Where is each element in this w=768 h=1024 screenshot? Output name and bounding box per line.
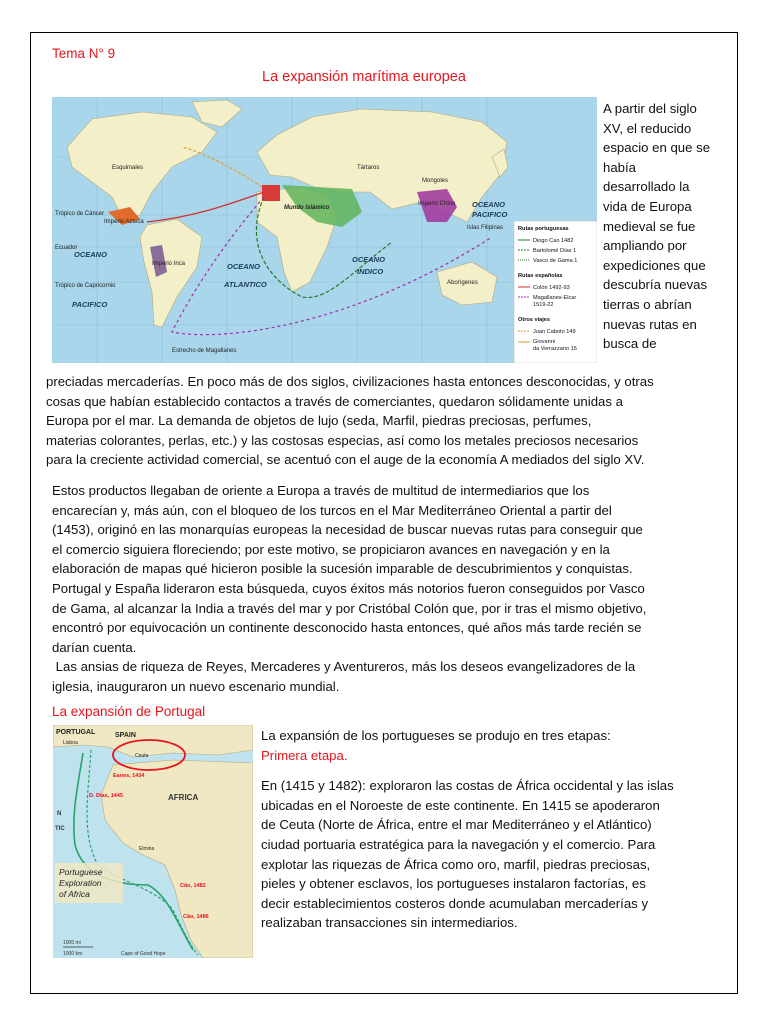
label-ecuador: Ecuador [55,245,78,251]
legend-vasco-gama: Vasco de Gama 1 [533,258,578,264]
intro-right-column [603,99,733,354]
label-n: N [57,811,62,817]
label-eanes: Eanes, 1434 [113,773,145,779]
portugal-line: de Ceuta (Norte de África, entre el mar Mediterráneo y el Atlántico) [261,817,652,833]
paragraph-line: Las ansias de riqueza de Reyes, Mercaderes y Aventureros, más los deseos evangelizadores de la [52,659,636,675]
portugal-line: realizaban transacciones sin intermediarios. [261,915,518,931]
label-aborigenes: Aborígenes [447,280,478,286]
portugal-line: En (1415 y 1482): exploraron las costas de África occidental y las islas [261,778,674,794]
legend-bartolome-dias: Bartolomé Días 1 [533,248,577,254]
portugal-line: explotar las riquezas de África como oro, marfil, piedras preciosas, [261,856,651,872]
label-esquimales: Esquimales [112,165,144,171]
paragraph-line: elaboración de mapas qué hicieron posible la sucesión imparable de descubrimientos y conquistas. [52,561,633,577]
label-elmina: Elmina [139,846,155,852]
label-cao-1482: Cão, 1482 [180,883,206,889]
label-oceano-pacifico-l2: PACIFICO [72,300,108,309]
label-ceuta: Ceuta [135,753,149,759]
section-title-portugal: La expansión de Portugal [52,704,206,719]
legend-giovanni: Giovanni [533,339,556,345]
label-mongoles: Mongoles [422,178,449,184]
intro-line: descubría nuevas [603,277,708,293]
legend-verrazzano: da Verrazzano 15 [533,346,577,352]
label-imperio-inca: Imperio Inca [152,261,186,267]
caption-line-3: of Africa [59,889,90,899]
intro-line: A partir del siglo [603,101,697,116]
page-title: La expansión marítima europea [262,69,466,85]
intro-line: ampliando por [603,238,687,254]
paragraph-line: encontró por equivocación un continente desconocido hasta entonces, qué años más tarde recién se [52,620,642,636]
map2-caption [55,863,123,903]
intro-line: nuevas rutas en [603,316,697,332]
legend-magallanes-year: 1519-22 [533,302,554,308]
intro-line: desarrollado la [603,179,690,195]
intro-line: XV, el reducido [603,120,692,136]
legend-rutas-espanolas: Rutas españolas [518,273,563,279]
map-legend [514,221,597,363]
legend-colon: Colón 1492-93 [533,285,570,291]
paragraph-line: Europa por el mar. La demanda de objetos de lujo (seda, Marfil, piedras preciosas, perfumes, [46,413,592,429]
label-oceano-indico-l1: OCEANO [352,255,385,264]
label-oceano-pacifico-r2: PACIFICO [472,210,508,219]
portugal-line: decir establecimientos costeros donde acumulaban mercaderías y [261,895,649,911]
intro-line: busca de [603,336,657,352]
world-exploration-map [52,97,597,363]
label-oceano-indico-l2: INDICO [357,267,384,276]
label-tic: TIC [55,826,65,832]
scale-km: 1000 km [63,951,83,957]
stage-title: Primera etapa. [261,747,348,763]
label-mundo-islamico: Mundo Islámico [284,205,330,211]
topic-number: Tema N° 9 [52,46,116,61]
label-oceano-atlantico-l1: OCEANO [227,262,260,271]
spacer [261,765,741,776]
intro-line: medieval se fue [603,218,696,234]
paragraph-line: de Gama, al alcanzar la India a través del mar y por Cristóbal Colón que, por ir tras el mismo objetivo, [52,600,647,616]
label-africa: AFRICA [168,793,199,802]
paragraph-line: cosas que habían establecido contactos a través de comerciantes, quedaron sólidamente unidas a [46,393,623,409]
label-spain: SPAIN [115,732,136,739]
legend-rutas-portuguesas: Rutas portuguesas [518,226,569,232]
paragraph-line: (1453), originó en las monarquías europeas la necesidad de buscar nuevas rutas para conseguir que [52,522,643,538]
intro-line: había [603,159,637,175]
caption-line-1: Portuguese [59,867,103,877]
scale-miles: 1000 mi [63,940,81,946]
label-imperio-azteca: Imperio Azteca [104,219,144,225]
paragraph-line: iglesia, inauguraron un nuevo escenario mundial. [52,678,340,694]
intro-line: expediciones que [603,257,706,273]
legend-diogo-cao: Diogo Cao 1482 [533,238,574,244]
label-oceano-atlantico-l2: ATLANTICO [224,280,267,289]
paragraph-line: materias colorantes, perlas, etc.) y las costosas especias, así como los metales preciosos necesarios [46,432,639,448]
paragraph-line: Estos productos llegaban de oriente a Europa a través de multitud de intermediarios que los [52,483,590,498]
portugal-section-body [261,726,741,933]
paragraph-causes [52,481,732,697]
label-estrecho: Estrecho de Magallanes [172,348,237,354]
africa-exploration-map [53,725,253,958]
portugal-intro: La expansión de los portugueses se produjo en tres etapas: [261,728,611,743]
legend-otros-viajes: Otros viajes [518,317,551,323]
paragraph-line: Portugal y España lideraron esta búsqueda, cuyos éxitos más notorios fueron conseguidos por Vasco [52,580,645,596]
label-dias: D. Dias, 1445 [89,793,123,799]
caption-line-2: Exploration [59,878,102,888]
label-filipinas: Islas Filipinas [467,225,504,231]
intro-line: vida de Europa [603,198,692,214]
label-lisboa: Lisboa [63,740,78,746]
intro-line: tierras o abrían [603,296,692,312]
label-tropico-capricornio: Trópico de Capricornio [55,283,116,289]
paragraph-line: el comercio siguiera floreciendo; por este motivo, se propiciaron avances en navegación y en la [52,541,610,557]
intro-line: espacio en que se [603,140,711,156]
label-cape-good-hope: Cape of Good Hope [121,951,166,957]
paragraph-line: preciadas mercaderías. En poco más de dos siglos, civilizaciones hasta entonces desconocidas, y otras [46,374,654,389]
label-imperio-chino: Imperio Chino [418,201,456,207]
paragraph-line: para la creciente actividad comercial, se acentuó con el auge de la economía A mediados del siglo XV. [46,452,645,468]
label-cao-1486: Cão, 1486 [183,914,209,920]
label-portugal: PORTUGAL [56,729,96,736]
paragraph-line: darían cuenta. [52,639,137,655]
legend-magallanes: Magallanes-Elcar [533,295,577,301]
legend-juan-caboto: Juan Caboto 149 [533,329,576,335]
portugal-line: ciudad portuaria estratégica para la navegación y el comercio. Para [261,836,656,852]
paragraph-intro-continued [46,372,736,470]
portugal-line: pieles y obtener esclavos, los portugueses instalaron factorías, es [261,876,646,892]
label-tropico-cancer: Trópico de Cáncer [55,211,105,217]
label-oceano-pacifico-l1: OCEANO [74,250,107,259]
portugal-line: ubicadas en el Noroeste de este continente. En 1415 se apoderaron [261,797,660,813]
label-tartaros: Tártaros [357,165,380,171]
label-oceano-pacifico-r1: OCEANO [472,200,505,209]
paragraph-line: encarecían y, más aún, con el bloqueo de los turcos en el Mar Mediterráneo Oriental a partir del [52,502,612,518]
